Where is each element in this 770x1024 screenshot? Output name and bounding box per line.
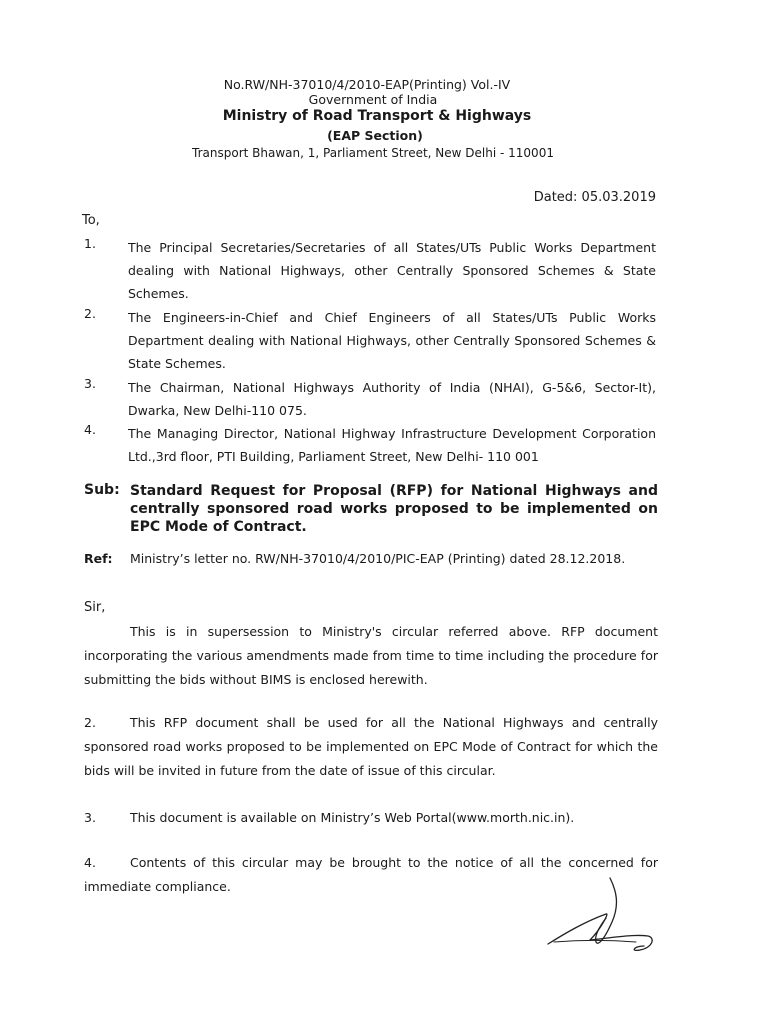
subject-block [84, 482, 658, 536]
reference-number: No.RW/NH-37010/4/2010-EAP(Printing) Vol.-IV [223, 77, 511, 92]
recipient-item [84, 236, 656, 305]
paragraph-number: 4. [84, 855, 96, 870]
recipient-number: 2. [84, 306, 96, 321]
handwritten-signature [540, 870, 670, 970]
office-address: Transport Bhawan, 1, Parliament Street, New Delhi - 110001 [192, 146, 554, 160]
to-label: To, [82, 213, 100, 228]
subject-label: Sub: [84, 482, 120, 498]
reference-label: Ref: [84, 551, 113, 566]
paragraph-text: This document is available on Ministry’s Web Portal(www.morth.nic.in). [130, 810, 575, 825]
paragraph-text: This is in supersession to Ministry's circular referred above. RFP document incorporating the various amendments made from time to time including the procedure for submitting the bids without BIMS is enclosed herewith. [84, 624, 658, 687]
recipient-number: 3. [84, 376, 96, 391]
paragraph-text: Contents of this circular may be brought to the notice of all the concerned for immediate compliance. [84, 855, 658, 894]
salutation: Sir, [84, 600, 106, 615]
paragraph-2 [84, 711, 658, 783]
paragraph-number: 2. [84, 715, 96, 730]
paragraph-3 [84, 806, 658, 830]
ministry-name: Ministry of Road Transport & Highways [222, 108, 532, 124]
paragraph-text: This RFP document shall be used for all the National Highways and centrally sponsored road works proposed to be implemented on EPC Mode of Contract for which the bids will be invited in future from the date of issue of this circular. [84, 715, 658, 778]
recipient-item [84, 376, 656, 422]
reference-text: Ministry’s letter no. RW/NH-37010/4/2010/PIC-EAP (Printing) dated 28.12.2018. [130, 551, 626, 566]
paragraph-number: 3. [84, 810, 96, 825]
recipient-text: The Engineers-in-Chief and Chief Engineers of all States/UTs Public Works Department dealing with National Highways, other Centrally Sponsored Schemes & State Schemes. [128, 310, 656, 371]
recipient-text: The Chairman, National Highways Authority of India (NHAI), G-5&6, Sector-It), Dwarka, New Delhi-110 075. [128, 380, 656, 418]
subject-text: Standard Request for Proposal (RFP) for National Highways and centrally sponsored road works proposed to be implemented on EPC Mode of Contract. [130, 483, 658, 535]
paragraph-1 [84, 620, 658, 692]
recipient-item [84, 422, 656, 468]
section-name: (EAP Section) [327, 128, 423, 143]
letter-date: Dated: 05.03.2019 [533, 190, 656, 205]
recipient-number: 1. [84, 236, 96, 251]
government-line: Government of India [308, 92, 438, 107]
recipient-item [84, 306, 656, 375]
recipient-text: The Managing Director, National Highway Infrastructure Development Corporation Ltd.,3rd floor, PTI Building, Parliament Street, New Delhi- 110 001 [128, 426, 656, 464]
reference-block [84, 551, 658, 566]
recipient-text: The Principal Secretaries/Secretaries of all States/UTs Public Works Department dealing with National Highways, other Centrally Sponsored Schemes & State Schemes. [128, 240, 656, 301]
recipient-number: 4. [84, 422, 96, 437]
